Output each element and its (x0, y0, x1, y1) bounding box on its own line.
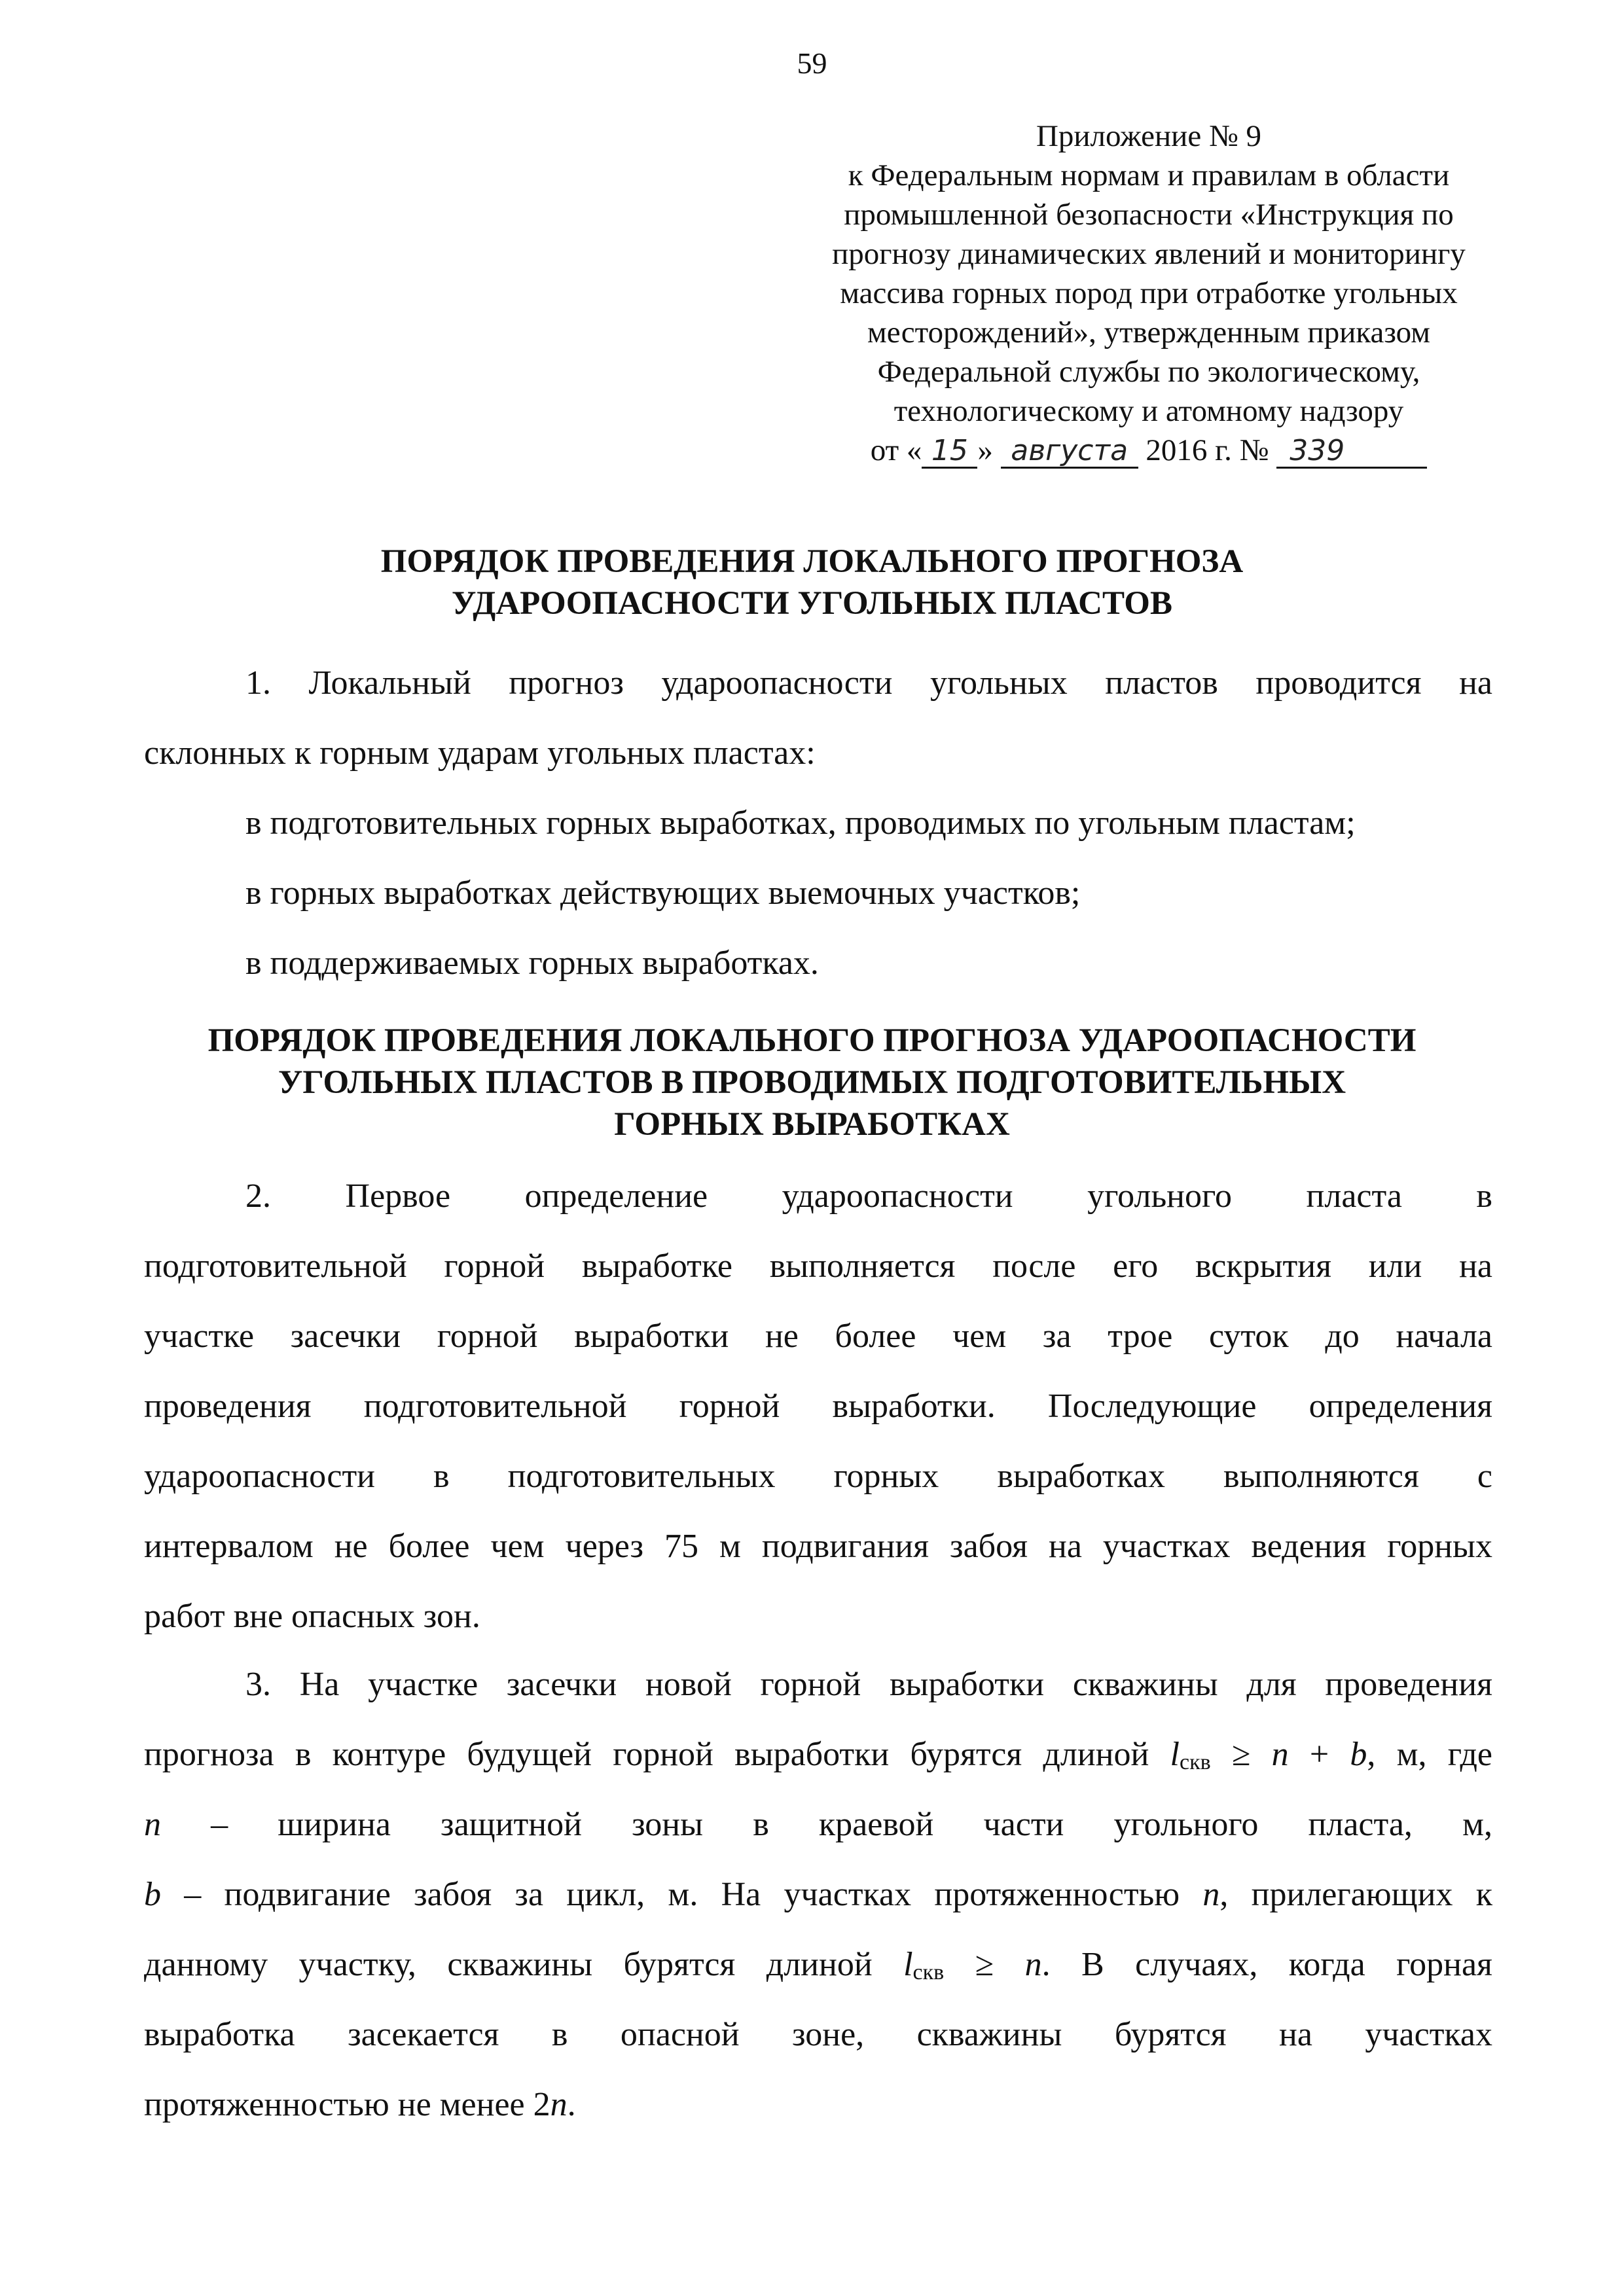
subscript-skv: скв (912, 1960, 945, 1984)
list-item: в поддерживаемых горных выработках. (245, 944, 819, 982)
paragraph-line (144, 1789, 1492, 1859)
paragraph-2 (144, 1161, 1492, 1651)
paragraph-line: 1. Локальный прогноз удароопасности угольных пластов проводится на (245, 664, 1492, 702)
annex-header (772, 117, 1525, 470)
variable-l: l (903, 1946, 913, 1983)
text-fragment: протяженностью не менее 2 (144, 2086, 550, 2123)
order-day-close: » (977, 433, 993, 467)
annex-line: Федеральной службы по экологическому, (877, 355, 1420, 389)
variable-n: n (550, 2086, 568, 2123)
page-number: 59 (797, 46, 827, 80)
text-fragment: прогноза в контуре будущей горной выработки бурятся длиной (144, 1736, 1170, 1773)
paragraph-line (144, 1719, 1492, 1789)
annex-line: технологическому и атомному надзору (893, 394, 1404, 428)
paragraph-line: выработка засекается в опасной зоне, скважины бурятся на участках (144, 2016, 1492, 2053)
list-item: в горных выработках действующих выемочных участков; (245, 874, 1081, 912)
paragraph-line: проведения подготовительной горной выработки. Последующие определения (144, 1388, 1492, 1425)
paragraph-line: 2. Первое определение удароопасности угольного пласта в (245, 1177, 1492, 1215)
paragraph-line: участке засечки горной выработки не более чем за трое суток до начала (144, 1318, 1492, 1355)
order-date-line (772, 431, 1525, 470)
title-line: УДАРООПАСНОСТИ УГОЛЬНЫХ ПЛАСТОВ (451, 585, 1172, 622)
paragraph-line: 3. На участке засечки новой горной выработки скважины для проведения (245, 1666, 1492, 1703)
paragraph-1 (144, 648, 1492, 788)
annex-line: массива горных пород при отработке угольных (840, 276, 1458, 310)
text-fragment: . (567, 2086, 576, 2123)
text-fragment: + (1288, 1736, 1350, 1773)
annex-line: Приложение № 9 (1036, 119, 1262, 153)
paragraph-line: интервалом не более чем через 75 м подвигания забоя на участках ведения горных (144, 1528, 1492, 1565)
title-line: УГОЛЬНЫХ ПЛАСТОВ В ПРОВОДИМЫХ ПОДГОТОВИТЕЛЬНЫХ (278, 1064, 1346, 1101)
paragraph-line: удароопасности в подготовительных горных выработках выполняются с (144, 1458, 1492, 1495)
subscript-skv: скв (1180, 1750, 1211, 1774)
title-line: ПОРЯДОК ПРОВЕДЕНИЯ ЛОКАЛЬНОГО ПРОГНОЗА (380, 543, 1244, 580)
paragraph-line: работ вне опасных зон. (144, 1598, 480, 1635)
location-list (144, 788, 1492, 998)
text-fragment: , м, где (1367, 1736, 1493, 1773)
paragraph-line (144, 1929, 1492, 2000)
annex-line: промышленной безопасности «Инструкция по (844, 198, 1454, 232)
variable-b: b (1350, 1736, 1367, 1773)
text-fragment: – подвигание забоя за цикл, м. На участках протяженностью (161, 1876, 1203, 1913)
variable-n: n (1271, 1736, 1289, 1773)
variable-n: n (1024, 1946, 1042, 1983)
title-line: ПОРЯДОК ПРОВЕДЕНИЯ ЛОКАЛЬНОГО ПРОГНОЗА УДАРООПАСНОСТИ (208, 1022, 1416, 1059)
text-fragment: данному участку, скважины бурятся длиной (144, 1946, 904, 1983)
order-month-handwritten: августа (1001, 435, 1138, 469)
text-fragment: – ширина защитной зоны в краевой части угольного пласта, м, (161, 1806, 1492, 1843)
annex-line: месторождений», утвержденным приказом (867, 315, 1430, 350)
text-fragment: , прилегающих к (1219, 1876, 1493, 1913)
variable-l: l (1170, 1736, 1180, 1773)
paragraph-line: склонных к горным ударам угольных пластах: (144, 734, 816, 772)
list-item: в подготовительных горных выработках, проводимых по угольным пластам; (245, 804, 1356, 842)
paragraph-line (144, 1859, 1492, 1929)
order-prefix: от « (870, 433, 922, 467)
text-fragment: . В случаях, когда горная (1041, 1946, 1492, 1983)
variable-n: n (1202, 1876, 1220, 1913)
paragraph-line (144, 2070, 1492, 2140)
order-year: 2016 г. № (1146, 433, 1269, 467)
title-line: ГОРНЫХ ВЫРАБОТКАХ (614, 1106, 1010, 1143)
annex-line: прогнозу динамических явлений и мониторингу (832, 237, 1466, 271)
order-day-handwritten: 15 (922, 435, 977, 469)
variable-b: b (144, 1876, 161, 1913)
order-number-handwritten: 339 (1276, 435, 1427, 469)
text-fragment: ≥ (1210, 1736, 1272, 1773)
section-1-title (0, 541, 1624, 624)
text-fragment: ≥ (944, 1946, 1025, 1983)
paragraph-line: подготовительной горной выработке выполняется после его вскрытия или на (144, 1247, 1492, 1285)
paragraph-3 (144, 1649, 1492, 2140)
section-2-title (0, 1020, 1624, 1145)
variable-n: n (144, 1806, 161, 1843)
annex-line: к Федеральным нормам и правилам в области (848, 158, 1450, 192)
